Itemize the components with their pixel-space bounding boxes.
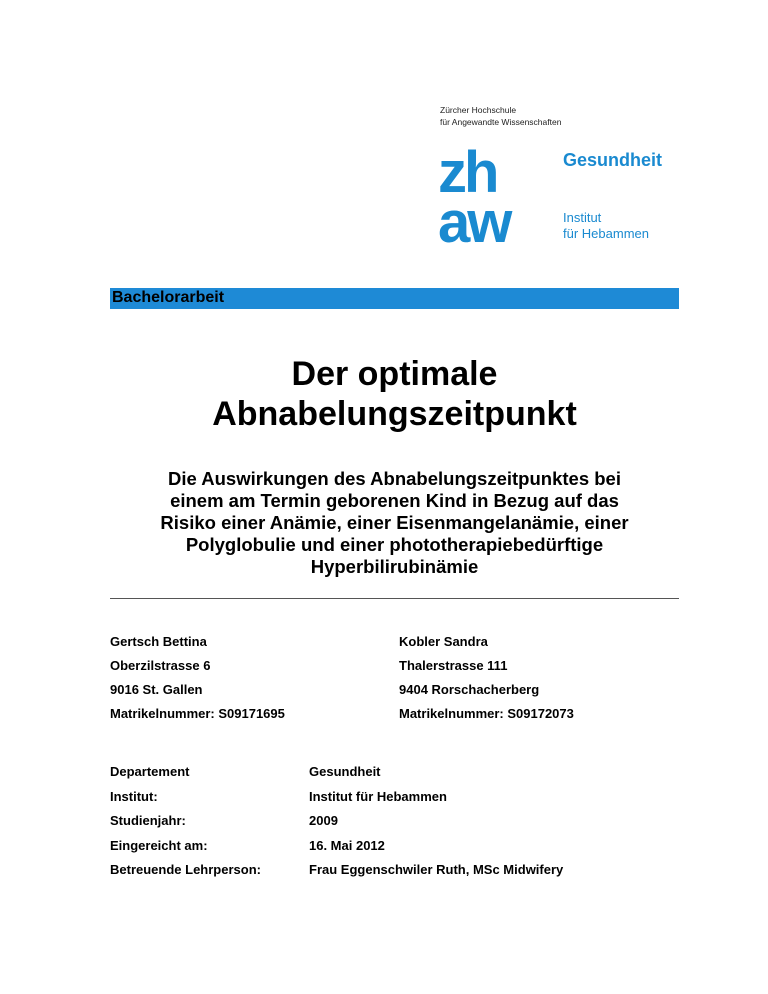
details-row bbox=[110, 834, 679, 859]
details-row bbox=[110, 858, 679, 883]
logo-institute bbox=[563, 210, 649, 242]
details-value: Frau Eggenschwiler Ruth, MSc Midwifery bbox=[309, 862, 564, 877]
page-subtitle bbox=[110, 468, 679, 578]
details-value: Institut für Hebammen bbox=[309, 788, 447, 804]
details-table bbox=[110, 760, 679, 883]
details-value: 16. Mai 2012 bbox=[309, 837, 385, 853]
title-line: Der optimale bbox=[291, 355, 498, 393]
subtitle-line: Hyperbilirubinämie bbox=[310, 556, 479, 577]
subtitle-line: einem am Termin geborenen Kind in Bezug auf das bbox=[170, 490, 619, 511]
details-label: Institut: bbox=[110, 788, 158, 804]
subtitle-line: Risiko einer Anämie, einer Eisenmangelanämie, einer bbox=[160, 512, 629, 533]
details-row bbox=[110, 809, 679, 834]
logo-institution-line: für Angewandte Wissenschaften bbox=[440, 117, 562, 127]
logo-department: Gesundheit bbox=[563, 150, 663, 170]
logo-institute-line: für Hebammen bbox=[563, 226, 649, 241]
author-matrikel: Matrikelnummer: S09172073 bbox=[399, 706, 574, 721]
divider bbox=[110, 598, 679, 599]
logo-institution-line: Zürcher Hochschule bbox=[440, 105, 517, 115]
details-label: Eingereicht am: bbox=[110, 837, 208, 853]
page-title bbox=[110, 354, 679, 434]
details-row bbox=[110, 785, 679, 810]
subtitle-line: Polyglobulie und einer phototherapiebedürftige bbox=[185, 534, 604, 555]
author-block bbox=[399, 630, 699, 726]
doc-type-bar bbox=[110, 288, 679, 309]
details-value: 2009 bbox=[309, 813, 338, 828]
author-street: Oberzilstrasse 6 bbox=[110, 658, 211, 673]
author-matrikel: Matrikelnummer: S09171695 bbox=[110, 706, 285, 721]
zhaw-mark-icon bbox=[438, 148, 550, 244]
author-name: Gertsch Bettina bbox=[110, 634, 207, 649]
author-street: Thalerstrasse 111 bbox=[399, 658, 508, 673]
logo-mark-aw: aw bbox=[438, 190, 510, 244]
author-name: Kobler Sandra bbox=[399, 634, 488, 649]
zhaw-logo bbox=[430, 104, 690, 244]
title-line: Abnabelungszeitpunkt bbox=[212, 395, 577, 433]
doc-type-label: Bachelorarbeit bbox=[112, 289, 225, 306]
details-label: Studienjahr: bbox=[110, 813, 186, 828]
details-value: Gesundheit bbox=[309, 764, 381, 779]
logo-institution-text bbox=[440, 104, 561, 128]
logo-institute-line: Institut bbox=[563, 210, 602, 225]
author-city: 9016 St. Gallen bbox=[110, 682, 203, 697]
subtitle-line: Die Auswirkungen des Abnabelungszeitpunktes bei bbox=[168, 468, 621, 489]
details-label: Departement bbox=[110, 764, 190, 779]
author-city: 9404 Rorschacherberg bbox=[399, 682, 540, 697]
details-label: Betreuende Lehrperson: bbox=[110, 862, 261, 877]
logo-mark-zh: zh bbox=[438, 148, 497, 205]
details-row bbox=[110, 760, 679, 785]
author-block bbox=[110, 630, 410, 726]
